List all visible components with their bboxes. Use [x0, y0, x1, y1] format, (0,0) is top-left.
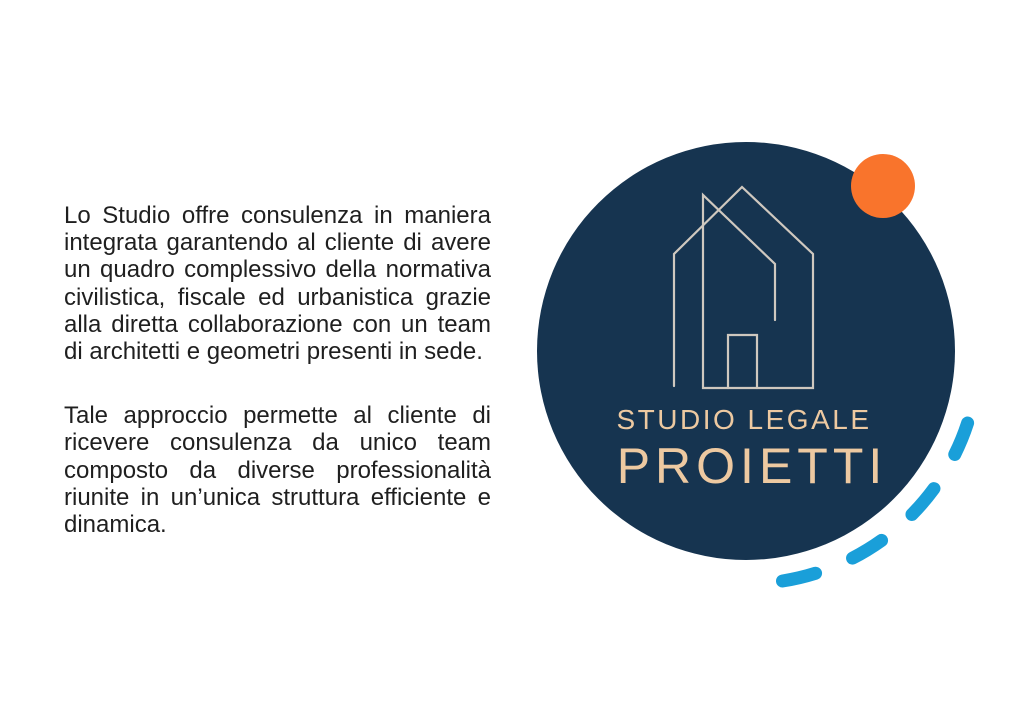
text-line: riunite in un’unica struttura efficiente e — [64, 483, 491, 511]
text-line: ricevere consulenza da unico team — [64, 429, 491, 457]
logo-title-studio-legale: STUDIO LEGALE — [616, 404, 872, 435]
text-line: di architetti e geometri presenti in sede. — [64, 338, 483, 366]
text-line: civilistica, fiscale ed urbanistica grazie — [64, 283, 491, 311]
text-line: Tale approccio permette al cliente di — [64, 402, 491, 430]
text-line: alla diretta collaborazione con un team — [64, 310, 491, 338]
text-line: un quadro complessivo della normativa — [64, 256, 491, 284]
text-line: Lo Studio offre consulenza in maniera — [64, 202, 491, 229]
orange-dot-accent — [851, 154, 915, 218]
text-line: integrata garantendo al cliente di avere — [64, 229, 491, 257]
text-line: dinamica. — [64, 511, 167, 539]
logo-title-proietti: PROIETTI — [616, 438, 888, 494]
text-line: composto da diverse professionalità — [64, 456, 491, 484]
